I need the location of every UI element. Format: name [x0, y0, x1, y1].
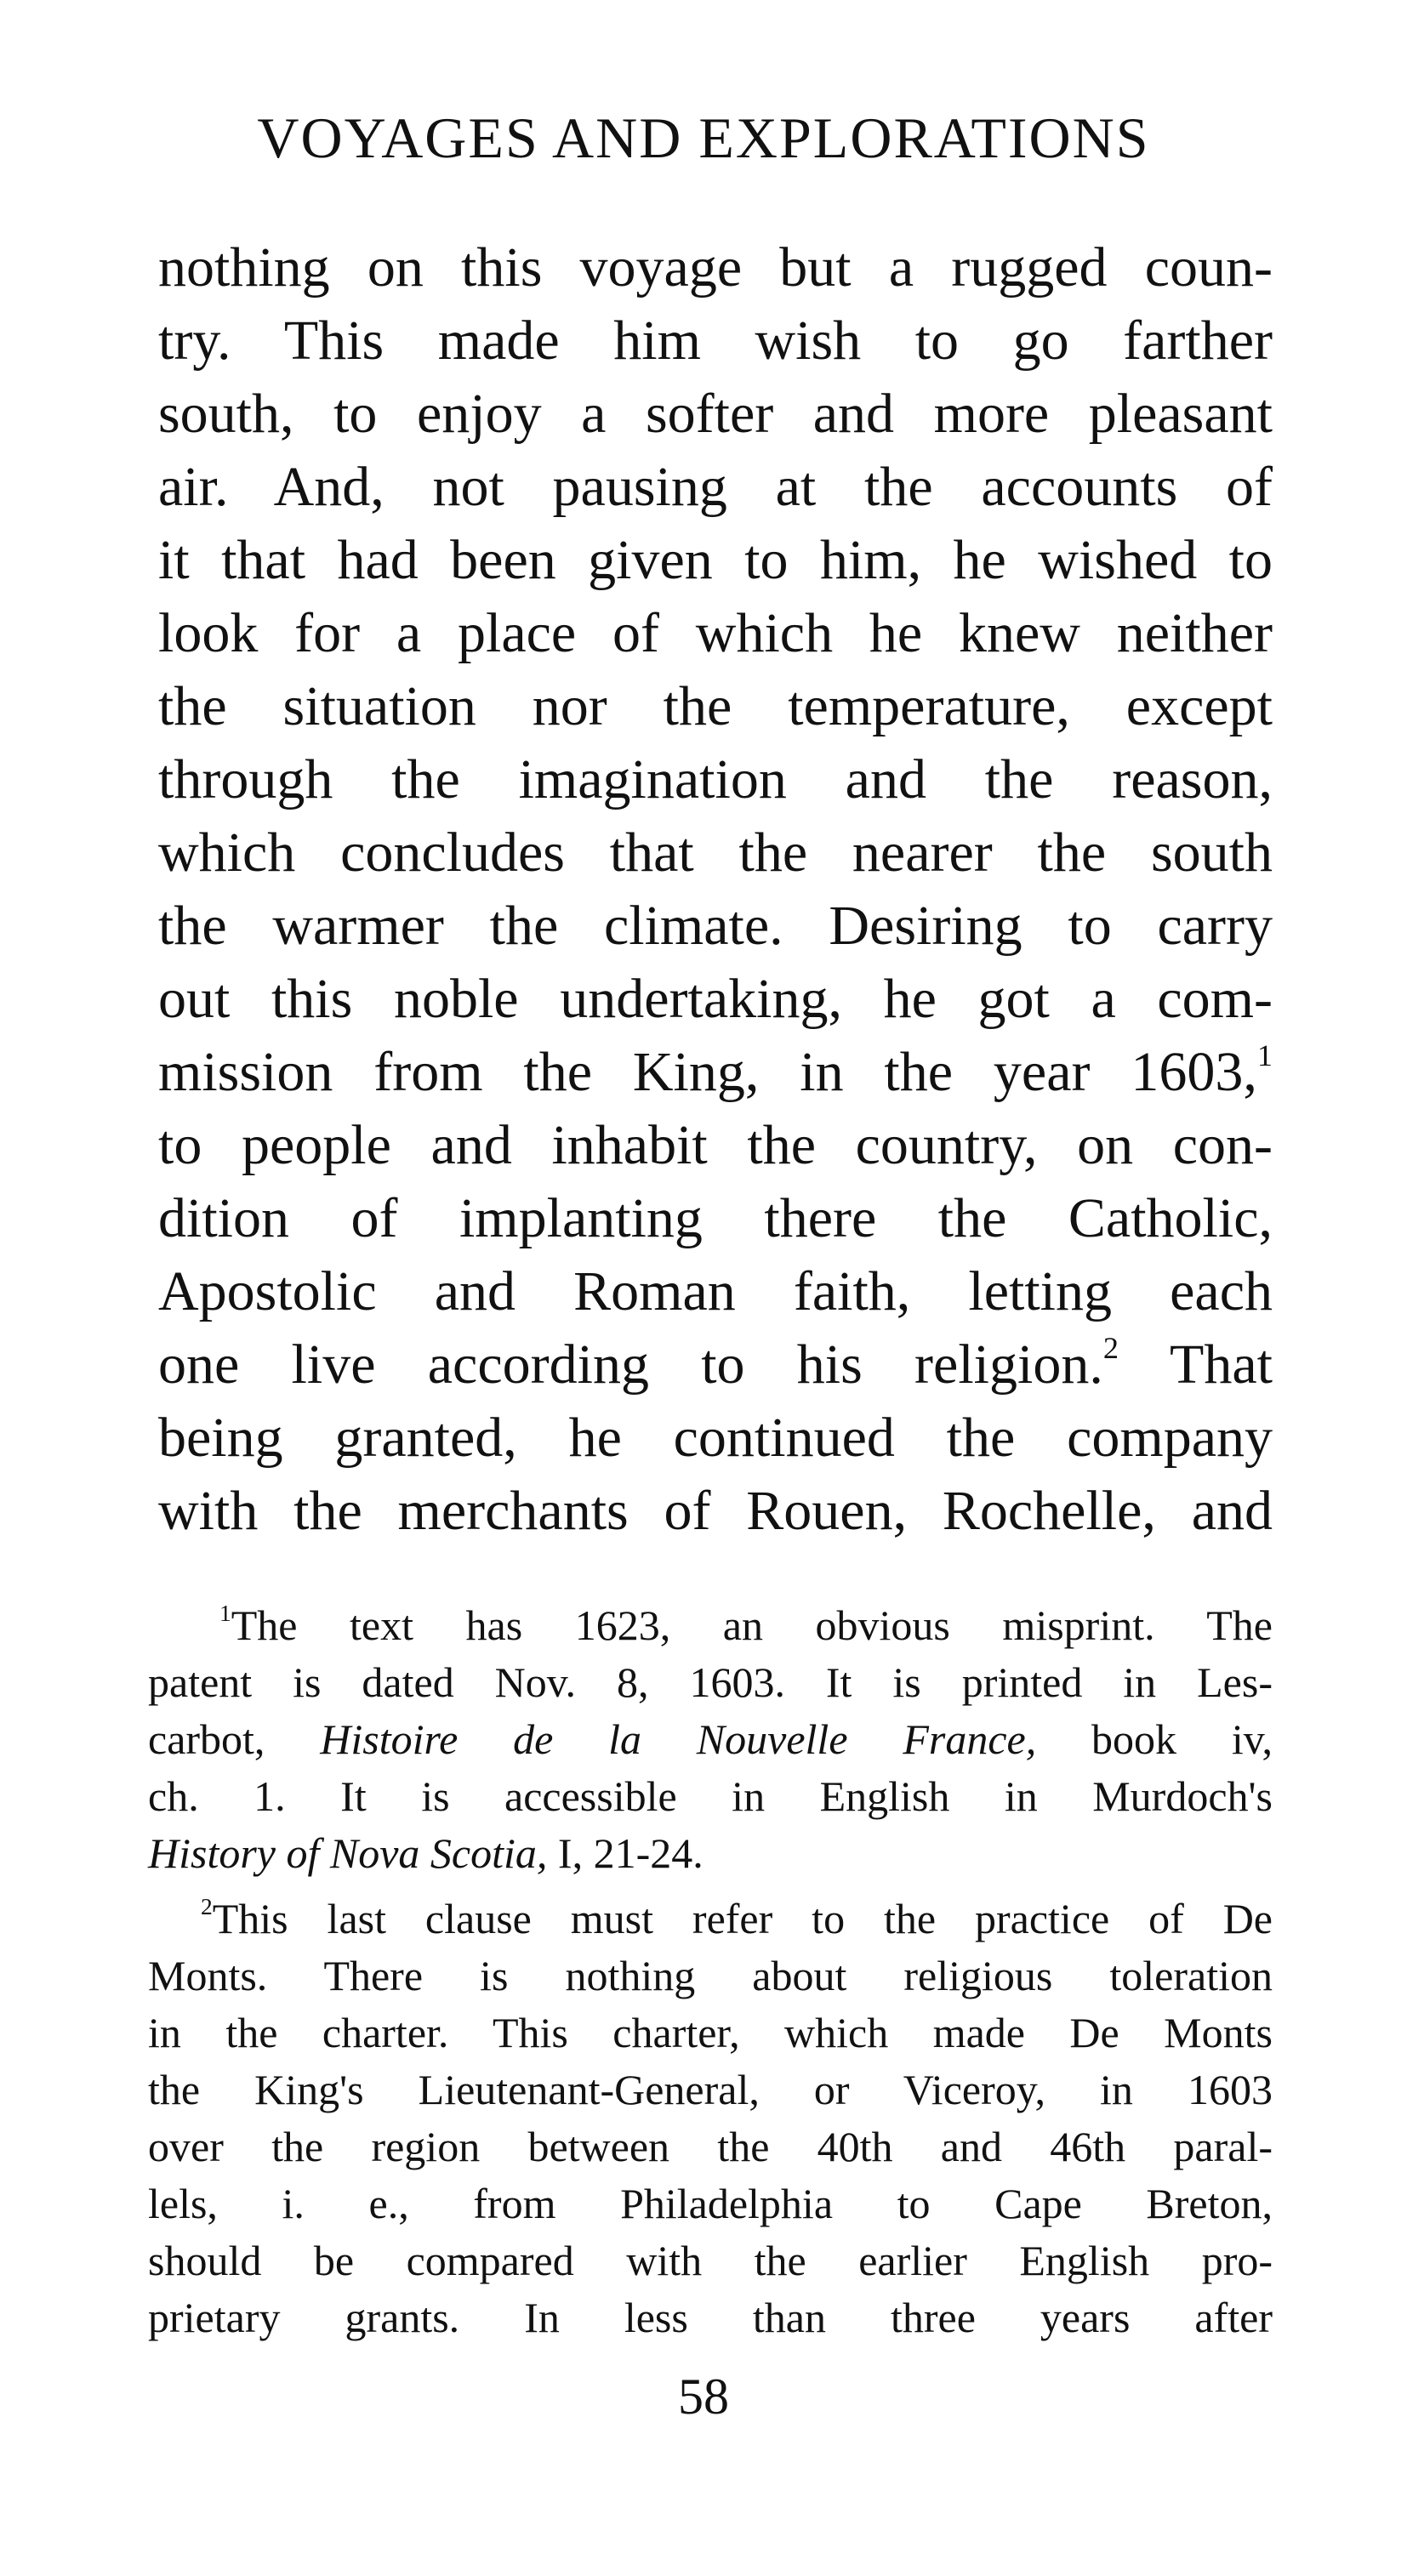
text-line: the situation nor the temperature, except: [158, 675, 1273, 737]
footnote-2-line: in the charter. This charter, which made De Monts: [148, 2009, 1273, 2056]
footnote-2-line: the King's Lieutenant-General, or Viceroy, in 1603: [148, 2066, 1273, 2113]
text-line: dition of implanting there the Catholic,: [158, 1187, 1273, 1249]
text-line: the warmer the climate. Desiring to carry: [158, 895, 1273, 957]
page-number: 58: [678, 2368, 729, 2425]
footnote-2-line: should be compared with the earlier English pro-: [148, 2237, 1273, 2284]
footnote-2-line: over the region between the 40th and 46th paral-: [148, 2123, 1273, 2170]
footnotes: [148, 1597, 1273, 2346]
footnote-1-line: [148, 1597, 1273, 1654]
text-line: south, to enjoy a softer and more pleasant: [158, 383, 1273, 445]
footnote-2-line: Monts. There is nothing about religious toleration: [148, 1952, 1273, 1999]
text-line-with-ref: [158, 1036, 1273, 1109]
text-line: it that had been given to him, he wished to: [158, 529, 1273, 591]
text-line-with-ref: [158, 1328, 1273, 1402]
text-segment: That: [1170, 1333, 1273, 1396]
text-line: which concludes that the nearer the south: [158, 822, 1273, 884]
main-text: [158, 231, 1273, 1548]
footnote-ref-2[interactable]: 2: [1102, 1330, 1119, 1365]
text-segment: mission from the King, in the year 1603,: [158, 1041, 1257, 1103]
footnote-1-text: carbot,: [148, 1715, 265, 1763]
running-head: VOYAGES AND EXPLORATIONS: [257, 105, 1150, 170]
footnote-1-text: book iv,: [1091, 1715, 1273, 1763]
text-line: nothing on this voyage but a rugged coun-: [158, 236, 1273, 299]
footnote-2-marker: 2: [201, 1893, 213, 1919]
text-line: out this noble undertaking, he got a com-: [158, 968, 1273, 1030]
footnote-2-line: prietary grants. In less than three years after: [148, 2294, 1273, 2341]
book-title-nova-scotia: History of Nova Scotia,: [148, 1829, 548, 1877]
footnote-1-marker: 1: [219, 1600, 231, 1626]
footnote-1-text: The text has 1623, an obvious misprint. The: [231, 1601, 1273, 1649]
footnote-2-text: This last clause must refer to the practice of De: [212, 1895, 1273, 1942]
footnote-ref-1[interactable]: 1: [1256, 1038, 1273, 1072]
footnote-2-line: [148, 1891, 1273, 1948]
text-line: to people and inhabit the country, on con-: [158, 1114, 1273, 1176]
footnote-1-line: ch. 1. It is accessible in English in Murdoch's: [148, 1772, 1273, 1820]
book-title-histoire: Histoire de la Nouvelle France,: [320, 1715, 1037, 1763]
footnote-1-line: patent is dated Nov. 8, 1603. It is printed in Les-: [148, 1658, 1273, 1706]
text-line: Apostolic and Roman faith, letting each: [158, 1260, 1273, 1322]
text-line: being granted, he continued the company: [158, 1407, 1273, 1469]
footnote-1-line: [148, 1825, 1273, 1882]
text-line: with the merchants of Rouen, Rochelle, and: [158, 1480, 1273, 1542]
text-line: air. And, not pausing at the accounts of: [158, 456, 1273, 518]
footnote-1-text: I, 21-24.: [557, 1829, 704, 1877]
text-line: through the imagination and the reason,: [158, 748, 1273, 810]
text-segment: one live according to his religion.: [158, 1333, 1103, 1396]
footnote-1-line: [148, 1711, 1273, 1768]
text-line: try. This made him wish to go farther: [158, 310, 1273, 372]
text-line: look for a place of which he knew neither: [158, 602, 1273, 664]
footnote-2-line: lels, i. e., from Philadelphia to Cape Breton,: [148, 2180, 1273, 2227]
